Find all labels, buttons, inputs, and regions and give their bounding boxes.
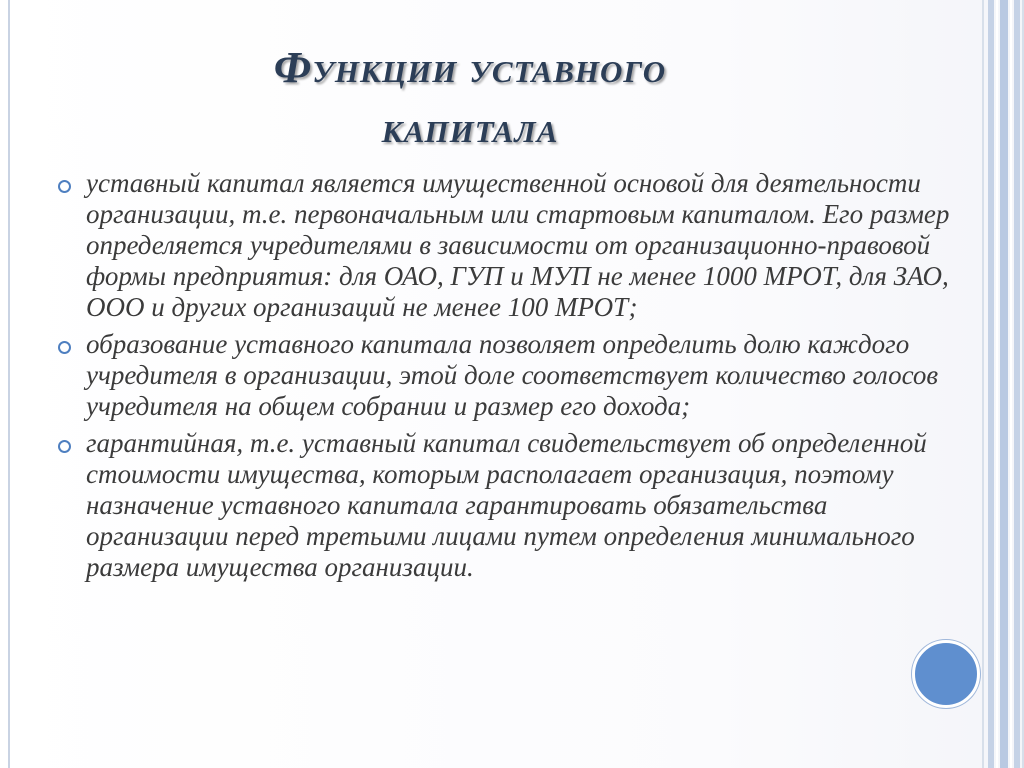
title-line-2: капитала xyxy=(381,103,559,152)
bullet-text: уставный капитал является имущественной основой для деятельности организации, т.е. первоначальным или стартовым капиталом. Его размер определяется учредителями в зависимости от организационно-правовой формы предприятия: для ОАО, ГУП и МУП не менее 1000 МРОТ, для ЗАО, ООО и других организаций не менее 100 МРОТ; xyxy=(86,168,950,322)
ring-bullet-icon xyxy=(58,341,71,354)
right-decorative-stripes xyxy=(976,0,1024,768)
left-border-line xyxy=(8,0,10,768)
bullet-list xyxy=(58,168,958,589)
bullet-text: образование уставного капитала позволяет определить долю каждого учредителя в организации, этой доле соответствует количество голосов учредителя на общем собрании и размер его дохода; xyxy=(86,329,939,421)
title-line-1: Функции уставного xyxy=(273,43,667,92)
list-item xyxy=(58,168,958,323)
ring-bullet-icon xyxy=(58,440,71,453)
ring-bullet-icon xyxy=(58,180,71,193)
slide-title xyxy=(150,38,790,158)
bullet-text: гарантийная, т.е. уставный капитал свидетельствует об определенной стоимости имущества, которым располагает организация, поэтому назначение уставного капитала гарантировать обязательства организации перед третьими лицами путем определения минимального размера имущества организации. xyxy=(86,428,927,582)
decorative-circle-icon xyxy=(912,640,980,708)
list-item xyxy=(58,329,958,422)
list-item xyxy=(58,428,958,583)
